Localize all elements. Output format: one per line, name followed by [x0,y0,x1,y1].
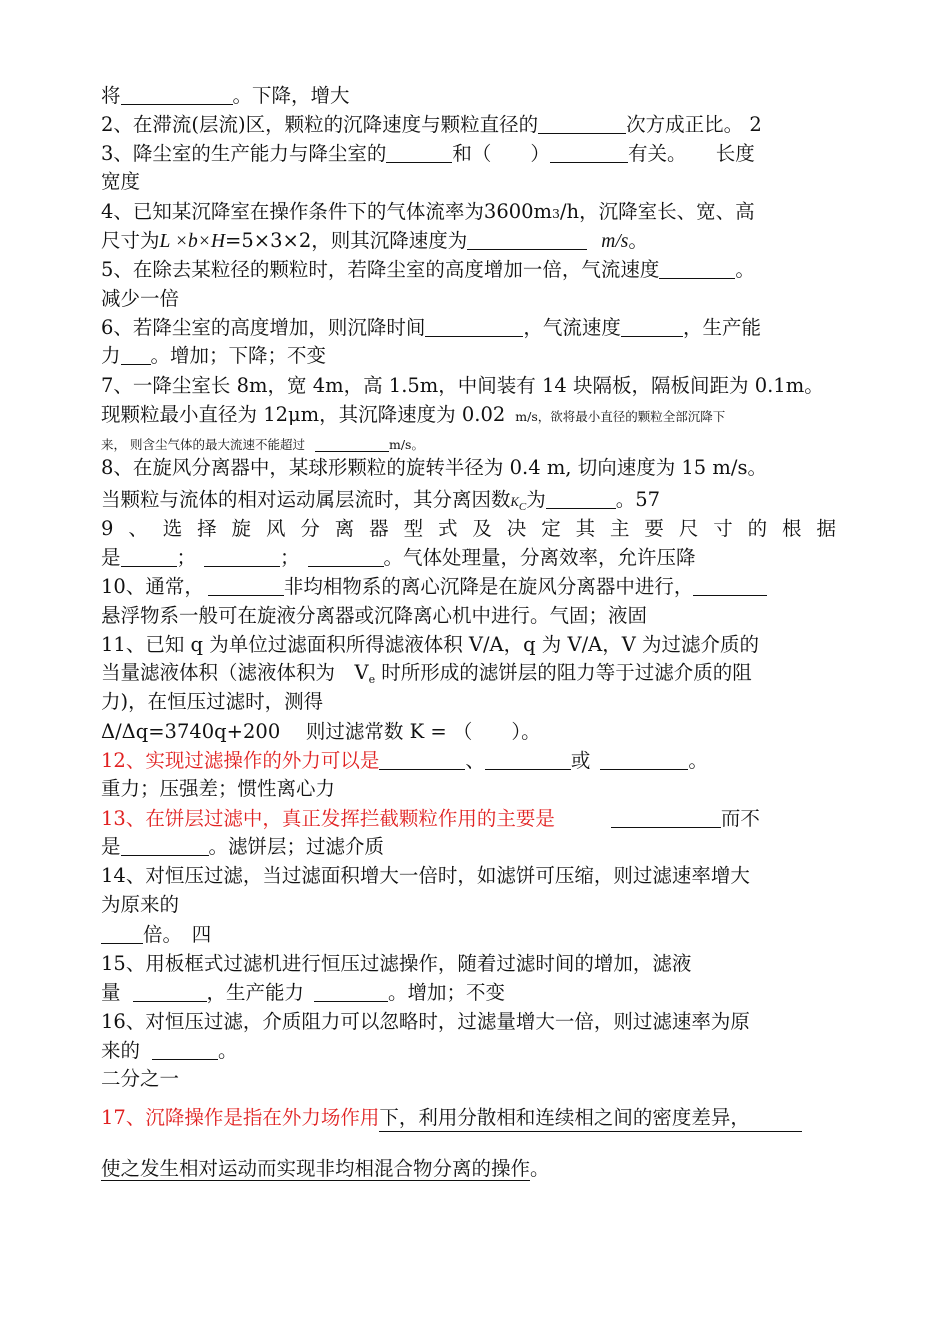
line-14: 8、在旋风分离器中，某球形颗粒的旋转半径为 0.4 m, 切向速度为 15 m/s。 [101,456,767,479]
answer-blank [101,923,143,944]
line-35: 二分之一 [101,1067,180,1090]
answer-blank [379,749,465,770]
line-12: 现颗粒最小直径为 12μm，其沉降速度为 0.02 m/s，欲将最小直径的颗粒全部沉降下 [101,403,726,426]
line-8: 减少一倍 [101,287,180,310]
line-15: 当颗粒与流体的相对运动属层流时，其分离因数$K_C$为 。57 [101,488,661,513]
line-6: 尺寸为L ×b×H=5×3×2，则其沉降速度为 m/s。 [101,229,648,252]
answer-blank [425,316,523,337]
answer-blank [121,344,151,365]
line-30: 倍。 四 [101,922,211,948]
line-4: 宽度 [101,170,141,193]
highlighted-question: 13、在饼层过滤中，真正发挥拦截颗粒作用的主要是 [101,807,555,830]
line-2: 2、在滞流(层流)区，颗粒的沉降速度与颗粒直径的 次方成正比。 2 [101,113,762,136]
line-13: 来， 则含尘气体的最大流速不能超过 m/s。 [101,430,424,456]
line-33: 16、对恒压过滤，介质阻力可以忽略时，过滤量增大一倍，则过滤速率为原 [101,1010,750,1033]
answer-blank [467,229,587,250]
answer-blank [659,258,735,279]
line-36: 17、沉降操作是指在外力场作用下，利用分散相和连续相之间的密度差异， [101,1105,802,1131]
answer-blank [550,142,628,163]
answer-blank [204,546,280,567]
answer-blank [611,807,721,828]
line-31: 15、用板框式过滤机进行恒压过滤操作，随着过滤时间的增加，滤液 [101,952,692,975]
answer-blank [386,142,452,163]
line-26: 13、在饼层过滤中，真正发挥拦截颗粒作用的主要是 而不 [101,807,760,830]
line-22: 力)，在恒压过滤时，测得 [101,690,324,713]
highlighted-question: 12、实现过滤操作的外力可以是 [101,749,380,772]
answer-blank [314,981,388,1002]
line-23: Δ/Δq=3740q+200 则过滤常数 K = （ ）。 [101,720,541,743]
answer-blank [315,431,389,452]
line-19: 悬浮物系一般可在旋液分离器或沉降离心机中进行。气固；液固 [101,604,648,627]
highlighted-question: 17、沉降操作是指在外力场作用 [101,1106,380,1129]
answer-blank [546,488,616,509]
answer-blank [308,546,384,567]
line-20: 11、已知 q 为单位过滤面积所得滤液体积 V/A，q 为 V/A，V 为过滤介质的 [101,633,760,656]
line-3: 3、降尘室的生产能力与降尘室的 和（ ） 有关。 长度 [101,142,755,165]
line-18: 10、通常， 非均相物系的离心沉降是在旋风分离器中进行， [101,574,767,600]
answer-blank [121,84,233,105]
line-27: 是 。滤饼层；过滤介质 [101,835,385,858]
answer-blank [152,1039,218,1060]
line-11: 7、一降尘室长 8m，宽 4m，高 1.5m，中间装有 14 块隔板，隔板间距为 0.1m。 [101,374,824,397]
line-29: 为原来的 [101,893,180,916]
answer-blank [621,316,683,337]
underlined-answer: 使之发生相对运动而实现非均相混合物分离的操作 [101,1157,531,1180]
answer-blank [208,575,284,596]
line-24: 12、实现过滤操作的外力可以是 、 或 。 [101,749,708,772]
answer-blank [133,981,207,1002]
answer-blank [693,575,767,596]
line-25: 重力；压强差；惯性离心力 [101,777,336,800]
line-16: 9 、 选 择 旋 风 分 离 器 型 式 及 决 定 其 主 要 尺 寸 的 根 据 [101,517,836,540]
line-7: 5、在除去某粒径的颗粒时，若降尘室的高度增加一倍，气流速度 。 [101,258,755,281]
answer-blank [121,835,209,856]
line-17: 是 ； ； 。气体处理量，分离效率，允许压降 [101,546,696,569]
line-37: 使之发生相对运动而实现非均相混合物分离的操作。 [101,1157,550,1180]
line-10: 力 。增加；下降；不变 [101,344,327,367]
line-32: 量 ，生产能力 。增加；不变 [101,981,506,1004]
answer-blank [485,749,571,770]
line-1: 将 。下降，增大 [101,84,350,107]
line-28: 14、对恒压过滤，当过滤面积增大一倍时，如滤饼可压缩，则过滤速率增大 [101,864,750,887]
line-9: 6、若降尘室的高度增加，则沉降时间 ，气流速度 ，生产能 [101,316,761,339]
dimension-formula: L ×b×H [159,231,226,252]
answer-blank [538,113,626,134]
answer-blank [600,749,688,770]
line-5: 4、已知某沉降室在操作条件下的气体流率为3600m3/h，沉降室长、宽、高 [101,200,755,223]
answer-blank [121,546,177,567]
line-34: 来的 。 [101,1039,238,1062]
line-21: 当量滤液体积（滤液体积为 $V_e$ 时所形成的滤饼层的阻力等于过滤介质的阻 [101,661,752,686]
